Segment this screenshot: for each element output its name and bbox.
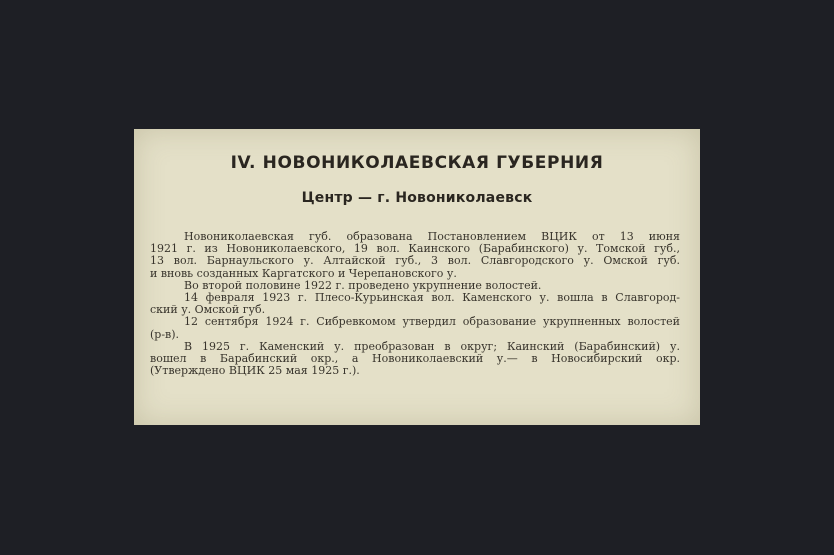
text-line: 1921 г. из Новониколаевского, 19 вол. Каинского (Барабинского) у. Томской губ., bbox=[150, 243, 680, 256]
text-line: ский у. Омской губ. bbox=[150, 304, 266, 317]
page-title: IV. НОВОНИКОЛАЕВСКАЯ ГУБЕРНИЯ bbox=[230, 153, 604, 173]
text-line: 13 вол. Барнаульского у. Алтайской губ., 3 вол. Славгородского у. Омской губ. bbox=[150, 255, 680, 268]
subtitle-center: Центр — г. Новониколаевск bbox=[301, 190, 533, 206]
text-line: 14 февраля 1923 г. Плесо-Курьинская вол. Каменского у. вошла в Славгород- bbox=[184, 291, 680, 304]
text-line: 12 сентября 1924 г. Сибревкомом утвердил образование укрупненных волостей bbox=[184, 316, 680, 329]
text-line: (Утверждено ВЦИК 25 мая 1925 г.). bbox=[150, 365, 360, 378]
text-line: Новониколаевская губ. образована Постановлением ВЦИК от 13 июня bbox=[184, 231, 680, 243]
text-line: и вновь созданных Каргатского и Черепановского у. bbox=[150, 267, 457, 280]
document-page bbox=[134, 129, 700, 425]
text-line: Во второй половине 1922 г. проведено укрупнение волостей. bbox=[184, 279, 542, 292]
body-text bbox=[150, 231, 680, 377]
text-line: В 1925 г. Каменский у. преобразован в округ; Каинский (Барабинский) у. bbox=[184, 340, 680, 353]
text-line: (р-в). bbox=[150, 328, 180, 341]
text-line: вошел в Барабинский окр., а Новониколаевский у.— в Новосибирский окр. bbox=[150, 352, 680, 365]
